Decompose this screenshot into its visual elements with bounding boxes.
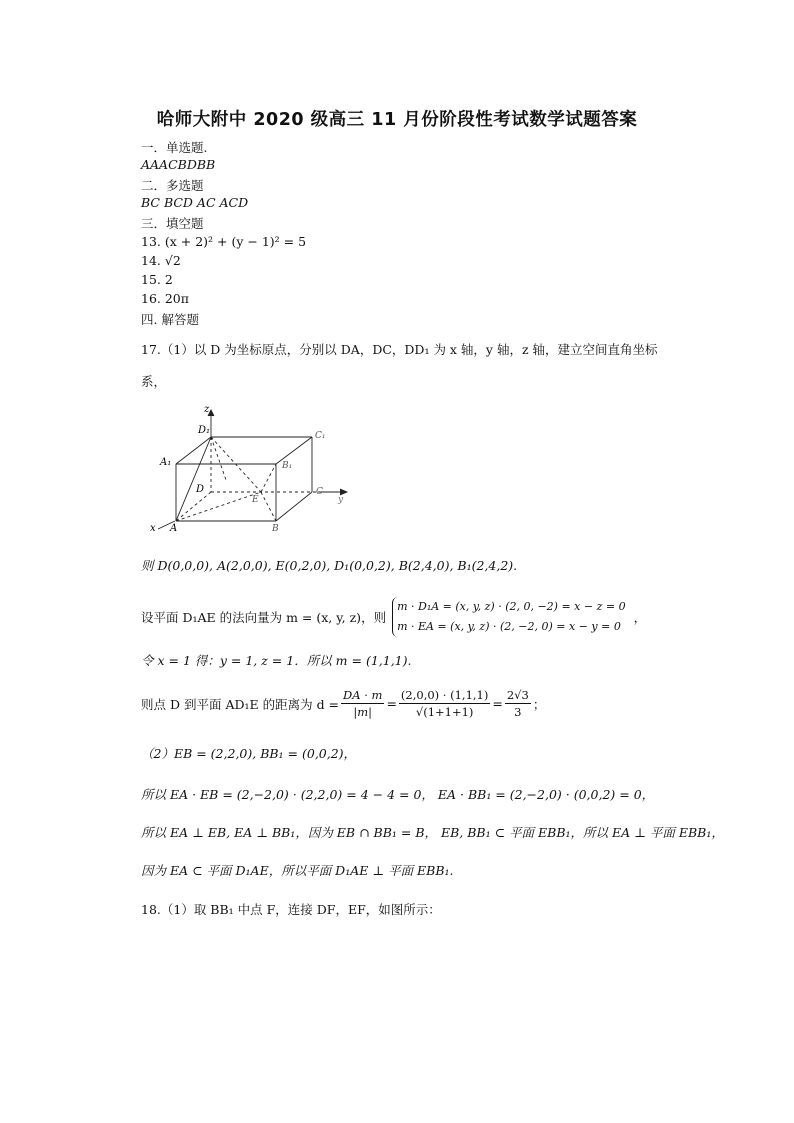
q17-frac-3-num: 2√3 <box>506 688 529 702</box>
label-d: D <box>196 484 205 495</box>
q17-part2-conclusion: 因为 EA ⊂ 平面 D₁AE，所以平面 D₁AE ⊥ 平面 EBB₁. <box>141 863 454 878</box>
label-d1: D₁ <box>198 425 211 436</box>
q18-intro: 18.（1）取 BB₁ 中点 F，连接 DF，EF，如图所示： <box>141 902 441 917</box>
label-a: A <box>170 523 178 534</box>
q17-part2-perp: 所以 EA ⊥ EB, EA ⊥ BB₁，因为 EB ∩ BB₁ = B， EB, BB₁ ⊂ 平面 EBB₁，所以 EA ⊥ 平面 EBB₁， <box>141 825 724 840</box>
label-b1: B₁ <box>282 461 293 471</box>
q17-part2-vectors: （2）EB = (2,2,0), BB₁ = (0,0,2)， <box>141 746 357 761</box>
label-c1: C₁ <box>315 431 326 441</box>
q17-frac-1-num: DA · m <box>343 688 383 702</box>
q17-frac-2 <box>399 688 490 719</box>
q17-frac-3 <box>505 688 531 719</box>
label-y: y <box>338 495 344 505</box>
q17-distance-row: 则点 D 到平面 AD₁E 的距离为 d = $\frac{DA \cdot m}{|m|}$ = $\frac{(2,0,0) \cdot (1,1,1)}{√(1+1+1)}$ = $\frac{2√3}{3}$ ； <box>141 688 546 719</box>
label-a1: A₁ <box>160 457 172 468</box>
q17-frac-3-den: 3 <box>514 705 522 719</box>
single-choice-heading: 一．单选题. <box>141 140 208 155</box>
q17-intro-line2: 系， <box>141 374 167 389</box>
multi-choice-answers: BC BCD AC ACD <box>141 195 249 210</box>
q17-frac-1-den: |m| <box>353 705 373 719</box>
q17-normal-row: 设平面 D₁AE 的法向量为 m = (x, y, z)，则 m · D₁A = (x, y, z) · (2, 0, −2) = x − z = 0 m · EA = (x, y, z) · (2, −2, 0) = x − y = 0 ， <box>141 597 646 637</box>
label-b: B <box>272 524 279 534</box>
answer-16: 16. 20π <box>141 291 189 306</box>
q17-normal-system <box>392 597 626 637</box>
answer-13: 13. (x + 2)² + (y − 1)² = 5 <box>141 234 307 249</box>
q17-part2-dot: 所以 EA · EB = (2,−2,0) · (2,2,0) = 4 − 4 = 0， EA · BB₁ = (2,−2,0) · (0,0,2) = 0， <box>141 787 655 802</box>
q17-normal-eq2: m · EA = (x, y, z) · (2, −2, 0) = x − y = 0 <box>397 620 621 633</box>
single-choice-answers: AAACBDBB <box>141 157 216 172</box>
answer-14: 14. √2 <box>141 253 181 268</box>
label-e: E <box>252 495 259 505</box>
q17-frac-2-num: (2,0,0) · (1,1,1) <box>400 688 489 702</box>
cuboid-figure <box>140 400 360 535</box>
solutions-heading: 四. 解答题 <box>141 312 199 327</box>
q17-normal-prefix: 设平面 D₁AE 的法向量为 m = (x, y, z)，则 <box>141 610 387 625</box>
q17-normal-eq1: m · D₁A = (x, y, z) · (2, 0, −2) = x − z = 0 <box>397 600 626 613</box>
label-c: C <box>316 487 323 497</box>
q17-intro-line1: 17.（1）以 D 为坐标原点，分别以 DA，DC，DD₁ 为 x 轴，y 轴，z 轴，建立空间直角坐标 <box>141 342 658 357</box>
q17-let-x: 令 x = 1 得：y = 1, z = 1．所以 m = (1,1,1). <box>141 653 412 668</box>
q17-frac-1 <box>341 688 384 719</box>
page-title: 哈师大附中 2020 级高三 11 月份阶段性考试数学试题答案 <box>156 110 638 130</box>
label-z: z <box>204 404 210 415</box>
label-x: x <box>150 523 156 534</box>
q17-dist-prefix: 则点 D 到平面 AD₁E 的距离为 d = <box>141 696 340 712</box>
q17-frac-2-den: √(1+1+1) <box>415 705 474 719</box>
q17-coords: 则 D(0,0,0), A(2,0,0), E(0,2,0), D₁(0,0,2), B(2,4,0), B₁(2,4,2). <box>141 558 518 573</box>
fill-blank-heading: 三．填空题 <box>141 216 204 231</box>
answer-15: 15. 2 <box>141 272 173 287</box>
multi-choice-heading: 二．多选题 <box>141 178 204 193</box>
